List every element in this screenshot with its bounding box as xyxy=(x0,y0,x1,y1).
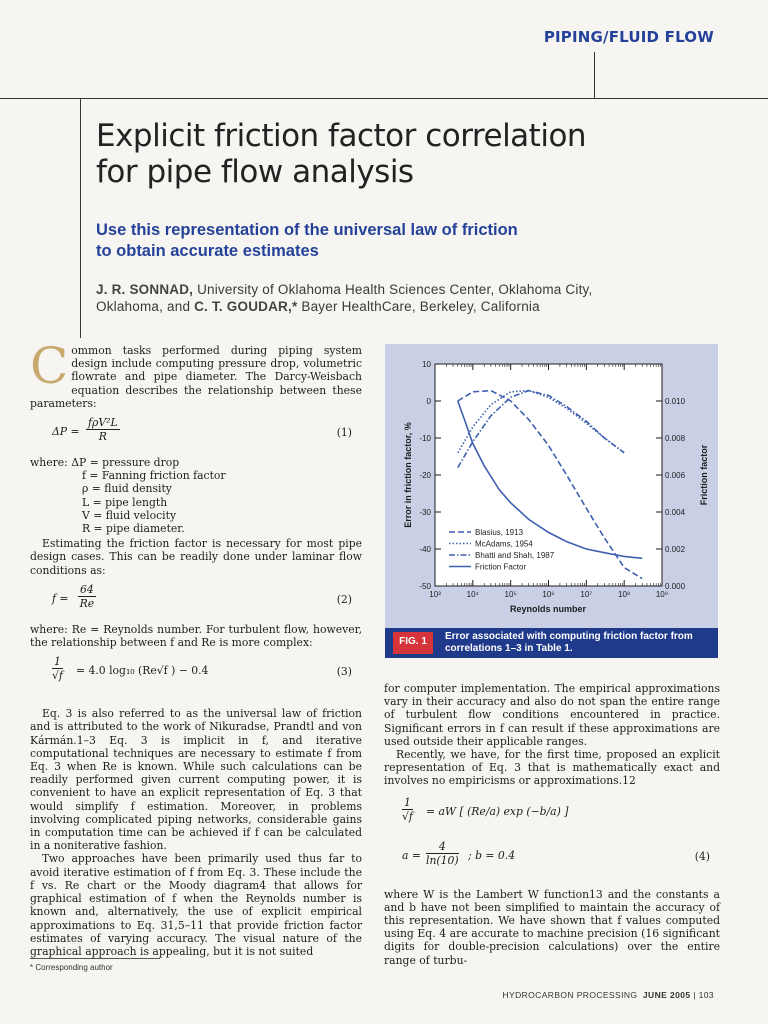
y-tick-label: 0 xyxy=(426,397,431,406)
eq4-rhs: = aW [ (Re/a) exp (−b/a) ] xyxy=(426,804,569,818)
caption-line-1: Error associated with computing friction factor from xyxy=(445,631,693,642)
eq1-number: (1) xyxy=(336,426,352,440)
y-tick-label: -20 xyxy=(419,471,431,480)
friction-chart xyxy=(385,344,718,628)
y-axis-label: Error in friction factor, % xyxy=(403,422,413,528)
eq4-a-numerator: 4 xyxy=(426,840,459,854)
x-tick-label: 10⁴ xyxy=(466,590,480,599)
paragraph-7: Recently, we have, for the first time, proposed an explicit representation of Eq. 3 that is mathematically exact and involves no empiricisms or approximations.12 xyxy=(384,748,720,788)
y-tick-label: -50 xyxy=(419,582,431,591)
paragraph-4: Eq. 3 is also referred to as the universal law of friction and is attributed to the work of Nikuradse, Prandtl and von Kármán.1–3 Eq. 3 is implicit in f, and iterative computational techniques are necessary to estimate f from Eq. 3 when Re is known. While such calculations can be readily performed given current computing power, it is convenient to have an explicit representation of Eq. 3 that would simplify f estimation. Moreover, in problems involving complicated piping networks, considerable gains in computation time can be achieved if f can be calculated in a noniterative fashion. xyxy=(30,707,362,853)
variable-item: ρ = fluid density xyxy=(82,482,172,496)
y2-axis-label: Friction factor xyxy=(699,444,709,506)
title-line-1: Explicit friction factor correlation xyxy=(96,118,587,154)
legend-entry: Blasius, 1913 xyxy=(475,528,524,537)
eq2-lhs: f = xyxy=(52,591,69,605)
eq3-denominator: √f xyxy=(52,669,63,683)
paragraph-1: ommon tasks performed during piping system design include computing pressure drop, volumetric flowrate and pipe diameter. The Darcy-Weisbach equation describes the relationship between these parameters: xyxy=(30,344,362,410)
footnote-rule xyxy=(30,958,160,959)
figure-1 xyxy=(385,344,718,628)
paragraph-5: Two approaches have been primarily used thus far to avoid iterative estimation of f from Eq. 3. These include the f vs. Re chart or the Moody diagram4 that allows for graphical estimation of f when the Reynolds number is known and, alternatively, the use of explicit empirical approximations to Eq. 31,5–11 that provide friction factor estimates of varying accuracy. The visual nature of the graphical approach is appealing, but it is not suited xyxy=(30,852,362,958)
legend-entry: Friction Factor xyxy=(475,562,527,572)
footnote: * Corresponding author xyxy=(30,963,113,972)
affiliation-1: University of Oklahoma Health Sciences Center, Oklahoma City, xyxy=(193,282,593,297)
y2-tick-label: 0.002 xyxy=(665,545,686,554)
x-tick-label: 10⁶ xyxy=(542,590,555,599)
author-2: C. T. GOUDAR,* xyxy=(194,299,298,314)
eq3-number: (3) xyxy=(336,665,352,679)
paragraph-8: where W is the Lambert W function13 and the constants a and b have not been simplified to maintain the accuracy of this representation. We have shown that f values computed using Eq. 4 are accurate to machine precision (16 significant digits for double-precision calculations) over the entire range of turbu- xyxy=(384,887,720,967)
equation-2 xyxy=(30,581,362,619)
article-subtitle xyxy=(96,220,656,262)
caption-line-2: correlations 1–3 in Table 1. xyxy=(445,643,573,654)
header-rule xyxy=(0,98,768,99)
eq1-denominator: R xyxy=(98,430,107,444)
figure-caption-text xyxy=(445,631,715,655)
legend-entry: Bhatti and Shah, 1987 xyxy=(475,551,555,560)
x-tick-label: 10⁵ xyxy=(504,590,517,599)
figure-caption xyxy=(385,628,718,658)
affiliation-1b: Oklahoma, and xyxy=(96,299,195,314)
eq4-number: (4) xyxy=(694,849,710,863)
x-tick-label: 10³ xyxy=(429,590,441,599)
y-tick-label: -40 xyxy=(419,545,431,554)
eq3-rhs: = 4.0 log₁₀ (Re√f ) − 0.4 xyxy=(76,664,209,678)
page-number: 103 xyxy=(698,990,714,1000)
y2-tick-label: 0.010 xyxy=(665,397,686,406)
eq4-denominator: √f xyxy=(402,809,413,823)
footer-date: JUNE 2005 xyxy=(642,990,691,1000)
eq4-numerator: 1 xyxy=(402,796,413,810)
equation-3 xyxy=(30,653,362,691)
footer-journal: HYDROCARBON PROCESSING xyxy=(502,990,638,1000)
y-tick-label: -30 xyxy=(419,508,431,517)
eq1-numerator: fρV²L xyxy=(88,416,118,430)
paragraph-2: Estimating the friction factor is necessary for most pipe design cases. This can be readily done under laminar flow conditions as: xyxy=(30,537,362,577)
eq2-denominator: Re xyxy=(79,597,95,611)
article-title xyxy=(96,118,716,190)
header-divider xyxy=(594,52,595,99)
left-column xyxy=(30,337,362,958)
y2-tick-label: 0.000 xyxy=(665,582,686,591)
variable-item: f = Fanning friction factor xyxy=(82,469,226,483)
eq2-number: (2) xyxy=(336,592,352,606)
variable-item: V = fluid velocity xyxy=(82,508,177,522)
author-1: J. R. SONNAD, xyxy=(96,282,194,297)
y-tick-label: 10 xyxy=(422,360,431,369)
y2-tick-label: 0.004 xyxy=(665,508,686,517)
section-label: PIPING/FLUID FLOW xyxy=(543,28,714,46)
right-column xyxy=(384,682,720,967)
x-tick-label: 10⁷ xyxy=(580,590,593,599)
page-footer: HYDROCARBON PROCESSING JUNE 2005 | 103 xyxy=(502,990,714,1000)
x-tick-label: 10⁹ xyxy=(655,590,669,599)
subtitle-line-1: Use this representation of the universal law of friction xyxy=(96,221,518,239)
x-tick-label: 10⁸ xyxy=(618,590,631,599)
subtitle-line-2: to obtain accurate estimates xyxy=(96,242,319,260)
eq4-a-denominator: ln(10) xyxy=(426,853,459,867)
eq4-a-label: a = xyxy=(402,848,421,862)
eq1-lhs: ΔP = xyxy=(52,425,80,439)
y-tick-label: -10 xyxy=(419,434,431,443)
author-byline xyxy=(96,281,696,315)
variable-list xyxy=(30,456,362,535)
eq4-b: ; b = 0.4 xyxy=(468,848,516,862)
eq2-numerator: 64 xyxy=(80,582,94,596)
title-line-2: for pipe flow analysis xyxy=(96,154,414,190)
x-axis-label: Reynolds number xyxy=(509,604,587,614)
equation-1 xyxy=(30,414,362,452)
equation-4 xyxy=(384,792,720,834)
equation-4-constants xyxy=(384,838,720,876)
y2-tick-label: 0.008 xyxy=(665,434,686,443)
eq3-numerator: 1 xyxy=(52,655,63,669)
paragraph-3: where: Re = Reynolds number. For turbulent flow, however, the relationship between f and Re is more complex: xyxy=(30,622,362,650)
variable-item: L = pipe length xyxy=(82,495,168,509)
figure-label: FIG. 1 xyxy=(393,632,433,654)
y2-tick-label: 0.006 xyxy=(665,471,686,480)
variable-item: R = pipe diameter. xyxy=(82,522,185,536)
affiliation-2: Bayer HealthCare, Berkeley, California xyxy=(297,299,540,314)
legend-entry: McAdams, 1954 xyxy=(475,539,533,549)
drop-cap: C xyxy=(30,337,69,395)
where-line: where: ΔP = pressure drop xyxy=(30,456,180,470)
paragraph-6: for computer implementation. The empirical approximations vary in their accuracy and also do not span the entire range of turbulent flow conditions encountered in practice. Significant errors in f can result if these approximations are used outside their applicable ranges. xyxy=(384,682,720,748)
title-rule xyxy=(80,98,81,338)
